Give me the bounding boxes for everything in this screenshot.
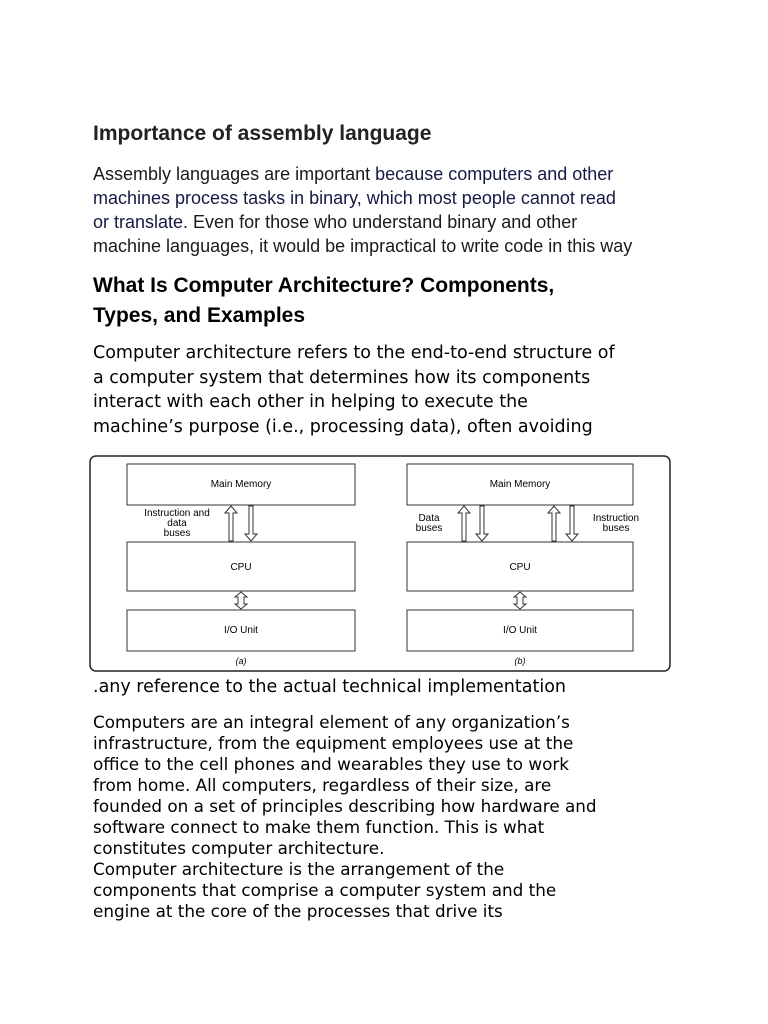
diagram-panel-b bbox=[407, 464, 639, 666]
paragraph-line: Computer architecture refers to the end-to-end structure of bbox=[93, 343, 615, 363]
paragraph-line: office to the cell phones and wearables they use to work bbox=[93, 754, 570, 774]
paragraph-line: Assembly languages are important because computers and other bbox=[93, 164, 614, 184]
paragraph-technical-implementation: .any reference to the actual technical implementation bbox=[93, 677, 567, 697]
diagram-panel-a bbox=[127, 464, 355, 666]
io-unit-label: I/O Unit bbox=[224, 625, 258, 636]
heading-assembly-language: Importance of assembly language bbox=[93, 122, 432, 145]
heading-computer-architecture: What Is Computer Architecture? Components, Types, and Examples bbox=[93, 274, 555, 327]
bus-label: Instruction and bbox=[144, 508, 210, 519]
paragraph-line: Computers are an integral element of any organization’s bbox=[93, 712, 570, 732]
paragraph-line: components that comprise a computer system and the bbox=[93, 880, 557, 900]
paragraph-line: interact with each other in helping to execute the bbox=[93, 392, 528, 412]
bus-label: data bbox=[167, 518, 187, 529]
paragraph-assembly-importance bbox=[93, 162, 693, 258]
paragraph-architecture-definition bbox=[93, 341, 693, 439]
io-unit-label: I/O Unit bbox=[503, 625, 537, 636]
paragraph-line: or translate. Even for those who understand binary and other bbox=[93, 212, 578, 232]
paragraph-line: constitutes computer architecture. bbox=[93, 838, 385, 858]
paragraph-line: infrastructure, from the equipment employees use at the bbox=[93, 733, 574, 753]
paragraph-line: machine languages, it would be impractical to write code in this way bbox=[93, 236, 633, 256]
cpu-label: CPU bbox=[509, 562, 531, 573]
paragraph-line: from home. All computers, regardless of their size, are bbox=[93, 775, 552, 795]
bus-label: buses bbox=[163, 528, 191, 539]
bus-label: buses bbox=[602, 523, 630, 534]
cpu-label: CPU bbox=[230, 562, 252, 573]
bus-label: buses bbox=[415, 523, 443, 534]
main-memory-label: Main Memory bbox=[489, 479, 551, 490]
architecture-diagram bbox=[89, 455, 671, 672]
paragraph-line: machines process tasks in binary, which most people cannot read bbox=[93, 188, 616, 208]
paragraph-line: founded on a set of principles describing how hardware and bbox=[93, 796, 597, 816]
diagram-caption: (a) bbox=[235, 656, 247, 666]
diagram-caption: (b) bbox=[514, 656, 526, 666]
paragraph-line: engine at the core of the processes that drive its bbox=[93, 901, 503, 921]
bus-label: Instruction bbox=[592, 513, 640, 524]
paragraph-computers-integral bbox=[93, 712, 693, 922]
main-memory-label: Main Memory bbox=[210, 479, 272, 490]
paragraph-line: software connect to make them function. This is what bbox=[93, 817, 545, 837]
paragraph-line: machine’s purpose (i.e., processing data), often avoiding bbox=[93, 416, 593, 437]
paragraph-line: a computer system that determines how its components bbox=[93, 367, 591, 388]
bus-label: Data bbox=[418, 513, 440, 524]
paragraph-line: Computer architecture is the arrangement of the bbox=[93, 859, 505, 879]
